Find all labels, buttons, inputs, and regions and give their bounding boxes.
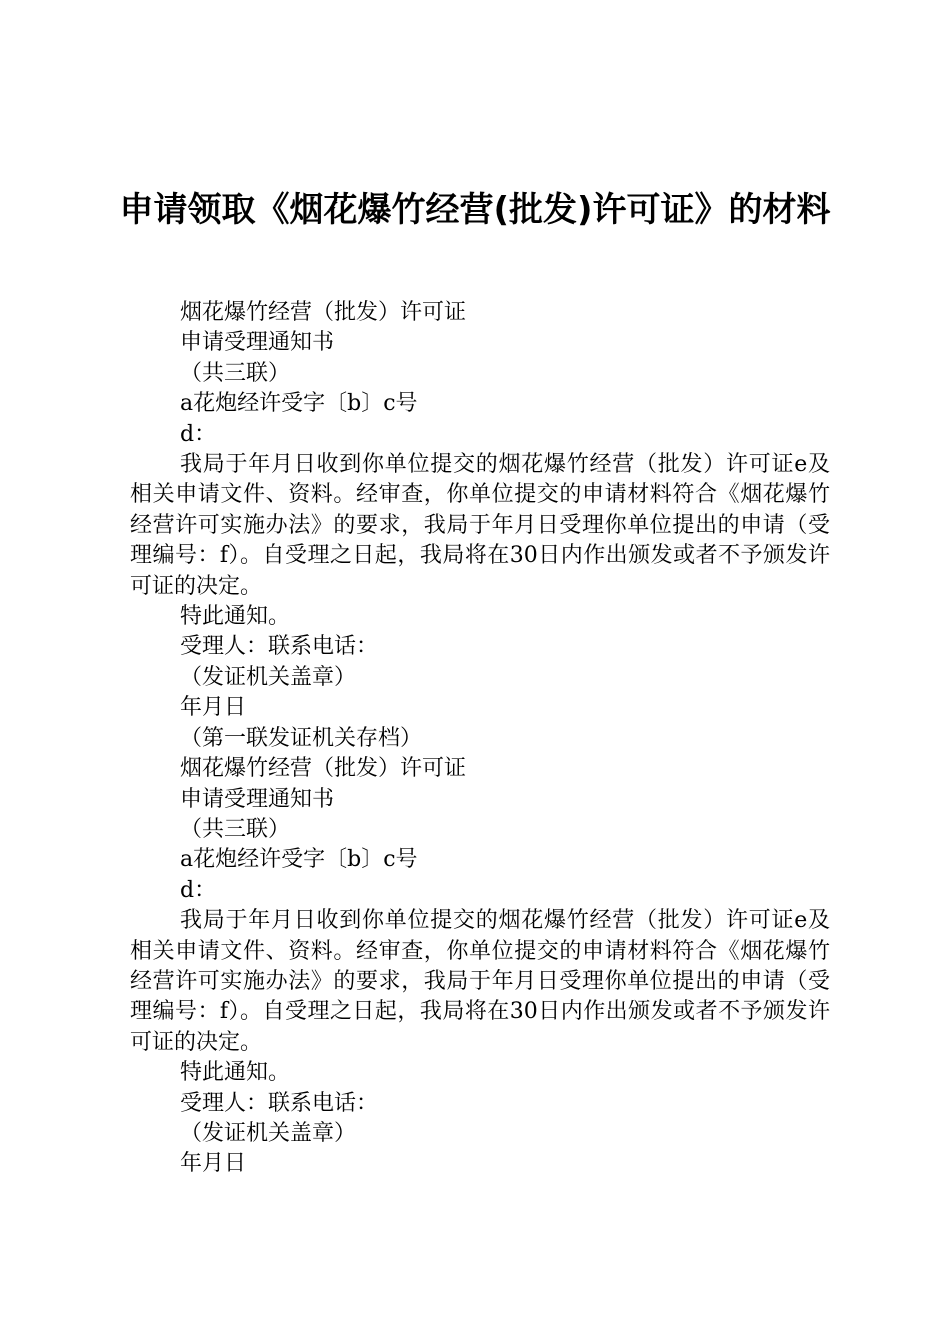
notice-section-1 bbox=[130, 298, 830, 754]
document-body bbox=[130, 298, 830, 1180]
notice-name-line: 申请受理通知书 bbox=[180, 786, 335, 812]
handler-contact-line: 受理人：联系电话： bbox=[180, 634, 379, 660]
date-line: 年月日 bbox=[180, 695, 247, 721]
reference-number-line: a花炮经许受字〔b〕c号 bbox=[180, 847, 418, 873]
special-notice-line: 特此通知。 bbox=[180, 1060, 291, 1086]
archive-note-line: （第一联发证机关存档） bbox=[180, 725, 423, 751]
notice-section-2 bbox=[130, 754, 830, 1180]
copies-line: （共三联） bbox=[180, 360, 291, 386]
notice-body-paragraph: 我局于年月日收到你单位提交的烟花爆竹经营（批发）许可证e及相关申请文件、资料。经审查，你单位提交的申请材料符合《烟花爆竹经营许可实施办法》的要求，我局于年月日受理你单位提出的申请（受理编号：f）。自受理之日起，我局将在30日内作出颁发或者不予颁发许可证的决定。 bbox=[130, 452, 830, 599]
recipient-line: d： bbox=[180, 877, 217, 903]
handler-contact-line: 受理人：联系电话： bbox=[180, 1090, 379, 1116]
seal-line: （发证机关盖章） bbox=[180, 1120, 357, 1146]
reference-number-line: a花炮经许受字〔b〕c号 bbox=[180, 391, 418, 417]
date-line: 年月日 bbox=[180, 1151, 247, 1177]
notice-name-line: 申请受理通知书 bbox=[180, 330, 335, 356]
seal-line: （发证机关盖章） bbox=[180, 664, 357, 690]
document-title: 申请领取《烟花爆竹经营(批发)许可证》的材料 bbox=[119, 190, 831, 230]
license-name-line: 烟花爆竹经营（批发）许可证 bbox=[180, 300, 467, 325]
notice-body-paragraph: 我局于年月日收到你单位提交的烟花爆竹经营（批发）许可证e及相关申请文件、资料。经审查，你单位提交的申请材料符合《烟花爆竹经营许可实施办法》的要求，我局于年月日受理你单位提出的申请（受理编号：f）。自受理之日起，我局将在30日内作出颁发或者不予颁发许可证的决定。 bbox=[130, 908, 830, 1055]
recipient-line: d： bbox=[180, 421, 217, 447]
license-name-line: 烟花爆竹经营（批发）许可证 bbox=[180, 756, 467, 782]
copies-line: （共三联） bbox=[180, 816, 291, 842]
special-notice-line: 特此通知。 bbox=[180, 604, 291, 630]
